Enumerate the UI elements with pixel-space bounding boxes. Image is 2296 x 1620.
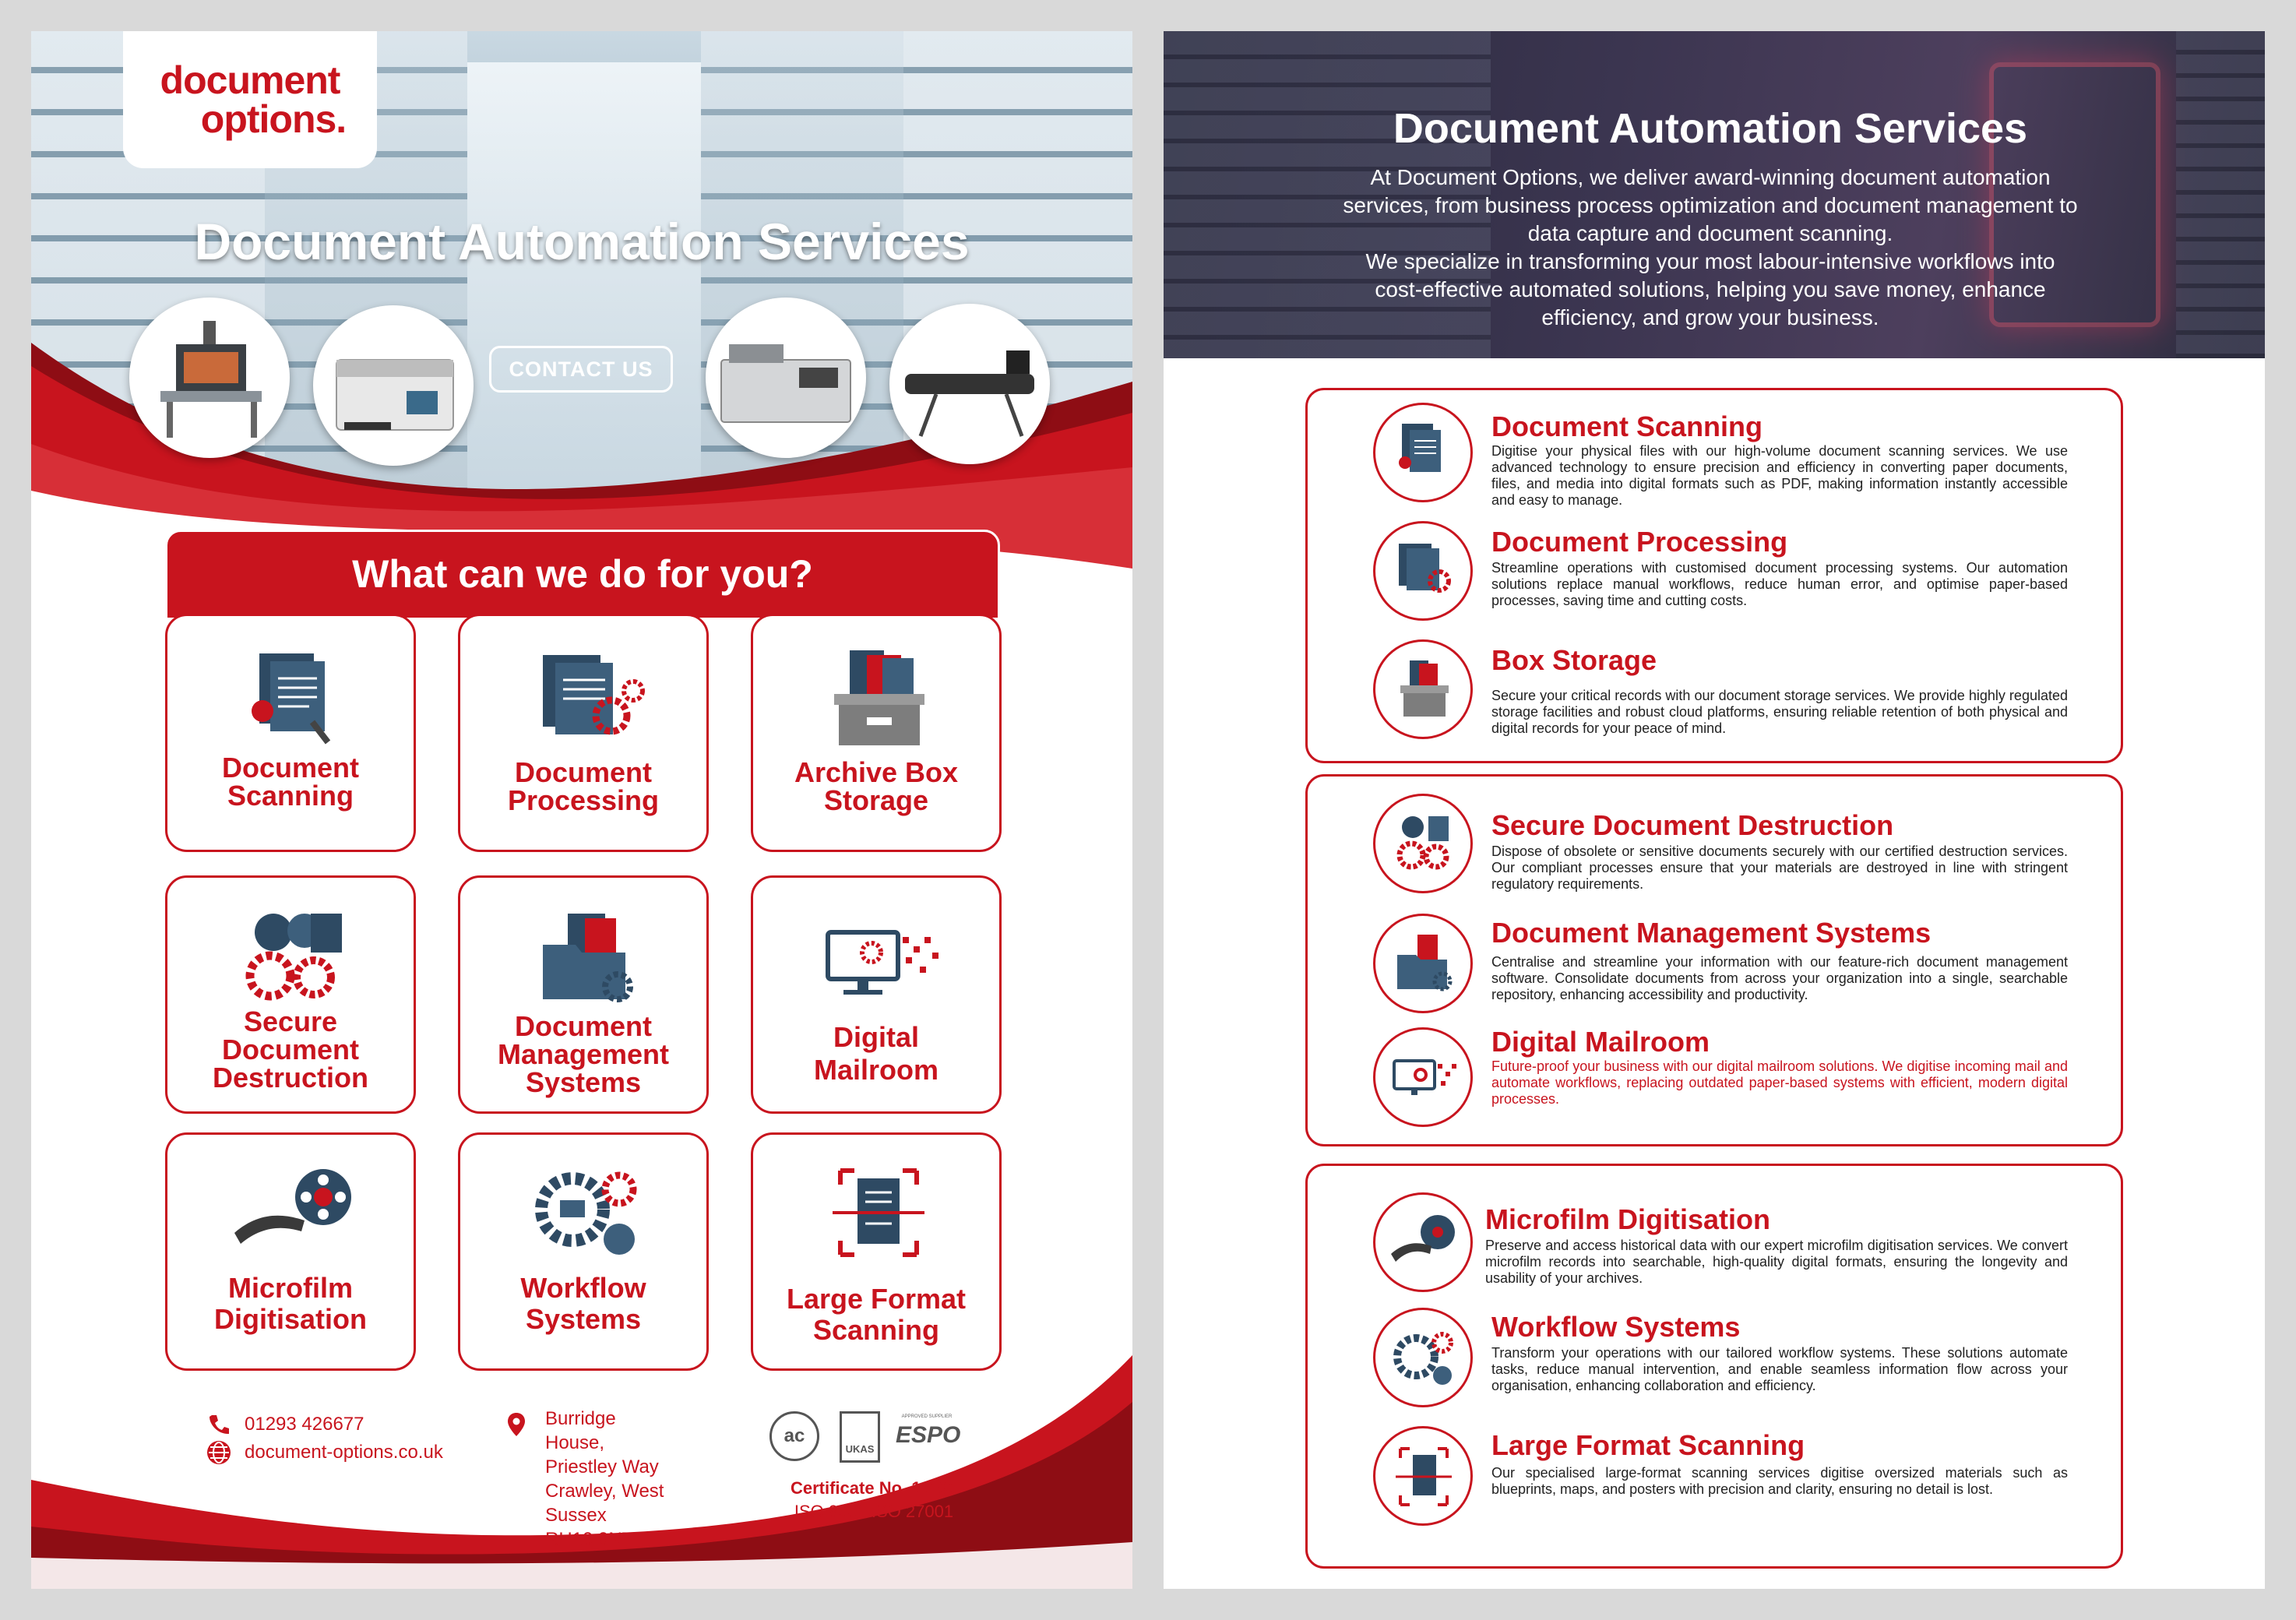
service-label: Destruction: [212, 1062, 369, 1094]
service-card-document-management-systems[interactable]: [458, 875, 709, 1114]
service-card-digital-mailroom[interactable]: [751, 875, 1002, 1114]
section-title: What can we do for you?: [165, 530, 1000, 620]
service-label: Scanning: [812, 1314, 940, 1346]
company-logo: document options.: [123, 31, 377, 168]
service-card-secure-document-destruction[interactable]: [165, 875, 416, 1114]
archive-box-icon: [1386, 653, 1461, 727]
ukas-badge: UKAS: [840, 1411, 880, 1463]
service-label: Document: [514, 1010, 652, 1042]
service-label: Processing: [507, 784, 660, 816]
folder-icon: [1386, 927, 1461, 1002]
service-label: Document: [221, 1034, 359, 1065]
intro-paragraph: At Document Options, we deliver award-winning document automation services, from business process optimization and document management to data capture and document scanning. We specialize in transforming your most labour-intensive workflows into cost-effective automated solutions, helping you save money, enhance efficiency, and grow your business.: [1343, 165, 2078, 329]
service-group-3: Microfilm Digitisation Preserve and access historical data with our expert microfilm digitisation services. We convert microfilm records into searchable, high-quality digital formats, ensuring the longevity and usability of your archives. Workflow Systems Transform your operations with our tailored workflow systems. These solutions automate tasks, reduce manual intervention, and enable seamless information flow across your organisation, enhancing collaboration and efficiency. Large Format Scanning Our specialised large-format scanning services digitise oversized materials such as blueprints, maps, and posters with precision and clarity, ensuring no detail is lost.: [1305, 1164, 2123, 1569]
processing-icon: [519, 639, 652, 748]
globe-icon: [206, 1439, 232, 1466]
service-label: Microfilm: [227, 1272, 353, 1304]
gears-icon: [519, 1158, 652, 1267]
service-group-2: Secure Document Destruction Dispose of obsolete or sensitive documents securely with our certified destruction services. Our compliant processes ensure that your materials are destroyed in line with stringent regulatory requirements. Document Management Systems Centralise and streamline your information with our feature-rich document management software. Consolidate documents from across your organization into a single, searchable repository, enhancing accessibility and productivity. Digital Mailroom Future-proof your business with our digital mailroom solutions. We digitise incoming mail and automate workflows, replacing outdated paper-based systems with efficient, modern digital processes.: [1305, 774, 2123, 1146]
website-link[interactable]: document-options.co.uk: [245, 1442, 443, 1463]
service-label: Workflow: [520, 1272, 646, 1304]
monitor-icon: [812, 901, 945, 1010]
service-label: Systems: [525, 1066, 642, 1098]
espo-badge-caption: APPROVED SUPPLIER: [901, 1414, 953, 1419]
destruction-icon: [227, 901, 359, 1010]
production-scanner-photo: [706, 298, 866, 458]
service-label: Large Format: [786, 1283, 967, 1315]
service-card-microfilm-digitisation[interactable]: [165, 1132, 416, 1371]
service-label: Systems: [525, 1303, 642, 1335]
service-label: Document: [514, 756, 652, 788]
service-card-archive-box-storage[interactable]: [751, 614, 1002, 852]
processing-icon: [1386, 534, 1461, 609]
postal-address: Burridge House, Priestley Way Crawley, West Sussex RH10 9NT: [545, 1408, 664, 1550]
phone-icon: [207, 1413, 231, 1436]
service-label: Digitisation: [214, 1303, 367, 1335]
service-card-workflow-systems[interactable]: [458, 1132, 709, 1371]
page-title: Document Automation Services: [1393, 105, 2028, 152]
large-format-icon: [1386, 1439, 1461, 1514]
book-scanner-photo: [129, 298, 290, 458]
location-pin-icon: [506, 1411, 526, 1438]
ac-accreditation-badge: ac: [769, 1411, 819, 1461]
gears-icon: [1386, 1321, 1461, 1396]
service-card-document-processing[interactable]: [458, 614, 709, 852]
service-label: Scanning: [227, 780, 354, 812]
espo-badge: ESPO: [896, 1422, 961, 1448]
large-format-icon: [812, 1158, 945, 1267]
service-label: Management: [497, 1038, 670, 1070]
film-reel-icon: [1386, 1206, 1461, 1280]
service-label: Document: [221, 752, 359, 784]
service-card-large-format-scanning[interactable]: [751, 1132, 1002, 1371]
service-label: Storage: [823, 784, 929, 816]
film-reel-icon: [227, 1158, 359, 1267]
monitor-icon: [1386, 1041, 1461, 1115]
service-label: Mailroom: [813, 1054, 938, 1086]
service-card-document-scanning[interactable]: [165, 614, 416, 852]
phone-number[interactable]: 01293 426677: [245, 1414, 364, 1435]
desktop-scanner-photo: [313, 305, 474, 466]
wide-format-scanner-photo: [889, 304, 1050, 464]
folder-icon: [519, 901, 652, 1010]
flyer-front-page: [31, 31, 1132, 1589]
hero-title: Document Automation Services: [194, 213, 970, 270]
flyer-back-page: [1164, 31, 2265, 1589]
service-group-1: Document Scanning Digitise your physical files with our high-volume document scanning services. We use advanced technology to ensure precision and efficiency in converting paper documents, files, and media into digital formats such as PDF, making information instantly accessible and easy to manage. Document Processing Streamline operations with customised document processing systems. Our automation solutions replace manual workflows, reduce human error, and optimise paper-based processes, saving time and cutting costs. Box Storage Secure your critical records with our document storage services. We provide highly regulated storage facilities and robust cloud platforms, ensuring reliable retention of both physical and digital records for your peace of mind.: [1305, 388, 2123, 763]
certificate-number: Certificate No. 11191: [790, 1478, 957, 1498]
service-label: Secure: [243, 1005, 338, 1037]
iso-standards: ISO 9001 ISO 27001: [794, 1502, 954, 1521]
contact-us-button[interactable]: CONTACT US: [489, 346, 673, 393]
destruction-icon: [1386, 807, 1461, 882]
service-label: Digital: [833, 1021, 919, 1053]
scanning-icon: [1386, 416, 1461, 491]
archive-box-icon: [812, 639, 945, 748]
service-label: Archive Box: [794, 756, 959, 788]
scanning-icon: [227, 639, 359, 748]
